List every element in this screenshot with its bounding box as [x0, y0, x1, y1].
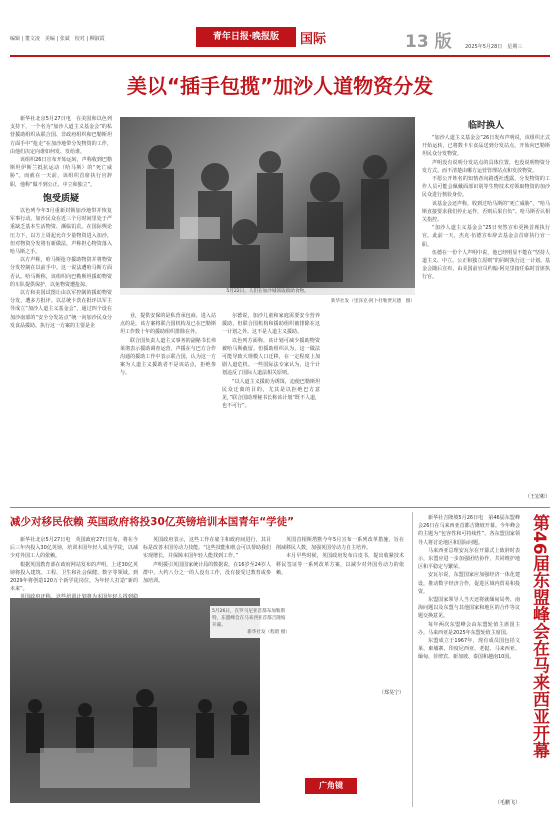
article3-paragraph: 东盟国家领导人当天还将就缅甸局势、南海问题以及东盟与其他国家和地区的合作等议题交换意见。: [418, 597, 520, 620]
article1-paragraph: 以色列今年3月重新封锁加沙地带并恢复军事行动。加沙民众在近三个月时间里处于严重缺乏基本生活物资、濒临饥荒。在国际舆论压力下，以方上周起允许少量物资进入加沙，但对物资分发将有新做法，声称担心物资落入哈马斯之手。: [10, 208, 112, 256]
article1-title: 美以“插手包揽”加沙人道物资分发: [126, 74, 434, 98]
photo-credit: 新华社发（里泽克·阿卜杜勒贾瓦德 摄）: [330, 299, 415, 304]
article2-paragraph: 英国首相斯塔默今年5月宣布一系列改革措施，旨在削减移民人数，加强英国劳动力自主培养。: [276, 537, 404, 552]
article1-column-3: [222, 312, 320, 502]
section-tag: [305, 778, 357, 794]
editors-line: 编辑 | 董文凌 美编 | 张斌 校对 | 柳淑霞: [10, 36, 105, 42]
section-label: 国际: [300, 32, 327, 47]
subheading-doubts: 饱受质疑: [42, 193, 79, 204]
article2-paragraph: 根据英国教育部在政府网站发布的声明，上述30亿英镑将投入建筑、工程、卫生和社会保健、数字等领域。到2029年将创造120万个新学徒岗位，为年轻人打造“新的未来”。: [10, 561, 138, 593]
article1-paragraph: 伍德在一份个人声明中说，他已经明显不能在“坚持人道主义、中立、公正和独立原则”的同时执行这一计划。基金会随后宣布，由美国前官员约翰·阿克里接任临时首席执行官。: [422, 249, 550, 281]
crowd-figures: [120, 117, 415, 295]
article3-paragraph: 马来西亚总理安瓦尔在开幕式上致辞时表示，东盟应进一步加强团结协作，共同维护地区和平稳定与繁荣。: [418, 547, 520, 571]
section-tag-label: 广角镜: [319, 781, 343, 790]
article-divider: [10, 507, 550, 508]
article1-paragraph: “以人道主义援助为诱饵，迫使巴勒斯坦民众迁离的目的，尤其是以拒绝巴方意见，”联合国助理秘书长称该计划“既不人道，也不可行”。: [222, 378, 320, 410]
photo2-credit: 新华社发（程昭 摄）: [247, 630, 290, 635]
article3-paragraph: 每年两次东盟峰会由东盟轮值主席国主办。马来西亚是2025年东盟轮值主席国。: [418, 621, 520, 636]
article1-paragraph: “加沙人道主义基金会”26日发布声明说，该组织正式开始运转，已将数卡车食品送到分发站点，开始向巴勒斯坦民众分发物资。: [422, 135, 550, 158]
article2-byline: （郑昊宁）: [378, 690, 404, 696]
issue-date: 2025年5月28日 星期三: [465, 44, 523, 50]
article3-body: [418, 514, 520, 808]
article1-column-4: [422, 134, 550, 494]
page-number: 13 版: [405, 32, 452, 52]
article3-byline: （毛鹏飞）: [494, 800, 520, 806]
article1-column-1: [10, 115, 112, 505]
subheading-leadership-change: 临时换人: [467, 121, 504, 131]
article1-paragraph: 尔德说，加沙儿童和家庭需要安全营养援助，但联合国机构和援助组织被排除在这一计划之外。这不是人道主义援助。: [222, 313, 320, 336]
photo2-caption-text: 5月26日，在罗马尼亚首都布加勒斯特，东盟峰会在马来西亚首都吉隆坡开幕。: [212, 609, 286, 628]
article2-column-3: [276, 536, 404, 688]
article3-vertical-title: 第46届东盟峰会在马来西亚开幕: [529, 514, 549, 759]
article1-byline: （王宏彬）: [524, 494, 550, 500]
article2-paragraph: 本月早些时候，英国政府发布白皮书，提出收紧技术移民签证等一系列改革方案，以减少对外国劳动力的依赖。: [276, 553, 404, 576]
article3-paragraph: 东盟成立于1967年，现有成员国包括文莱、柬埔寨、印度尼西亚、老挝、马来西亚、缅甸、菲律宾、新加坡、泰国和越南10国。: [418, 638, 520, 661]
brand-name: 青年日报·晚报版: [212, 32, 280, 42]
article1-paragraph: “加沙人道主义基金会”25日突然宣布更换首席执行官。此前一天，杰克·伍德宣布辞去基金会首席执行官一职。: [422, 225, 550, 248]
article2-paragraph: 英国政府表示，这些工作在雇主和政府间进行，其目标是改善本国劳动力技能。“这些技能和机会可以帮助我们实现增长，并保障本国年轻人能找到工作。”: [143, 537, 271, 560]
article2-paragraph: 新华社北京5月27日电 英国政府27日宣布，将在今后三年内投入30亿英镑，培训本国年轻人成为学徒，以减少对外国工人的依赖。: [10, 537, 138, 560]
article1-paragraph: 不愿公开姓名的知情者向路透社透露，分发物资的工作人员可能会佩戴面部识别等生物技术对领取物资的加沙民众进行核验身份。: [422, 176, 550, 199]
article2-title: 减少对移民依赖 英国政府将投30亿英镑培训本国青年“学徒”: [10, 516, 295, 528]
column-divider: [412, 512, 413, 807]
photo2-caption: [210, 606, 292, 638]
header-rule: [10, 55, 550, 57]
article1-paragraph: 新华社北京5月27日电 在美国和以色列支持下，一个名为“加沙人道主义基金会”的私营援助组织从联合国、非政府组织和巴勒斯坦方面手中“抢走”在加沙地带分发物资的工作，由他们决定向谁如何发、发给谁。: [10, 116, 112, 155]
article1-paragraph: 该基金会还声称，收到过哈马斯的“死亡威胁”，“哈马斯直接要求我们停止运作，否则后果自负”。哈马斯否认相关指控。: [422, 200, 550, 224]
article1-paragraph: 以色列方面称，该计划可减少援助物资被哈马斯截留。但援助组织认为，这一做法可能导致大规模人口迁移，在一定程度上加剧人道危机。一些国际法专家认为，这个计划违反了国际人道法相关原则。: [222, 337, 320, 377]
article1-paragraph: 声明没有说明分发站点的具体位置，也没说明物资分发方式。而不清楚由哪方运营管理站点和发放物资。: [422, 159, 550, 174]
article1-paragraph: 该组织26日宣布开始运转，声称收到巴勒斯坦伊斯兰抵抗运动（哈马斯）的“死亡威胁”。而就在一天前，该组织首席执行官辞职，他称“做不到公正、中立和独立”。: [10, 157, 112, 188]
article1-column-2: [120, 312, 216, 502]
brand-masthead: [196, 27, 296, 47]
gaza-food-photo: [120, 117, 415, 295]
article1-paragraph: 以方声称，哈马斯抢夺援助物资并将物资分发控制在以前手中。这一说法遭哈马斯方面否认。哈马斯称，该组织向巴勒斯坦援助物资的车队提供保护，以免物资遭抢掠。: [10, 257, 112, 288]
article2-paragraph: 声明援引英国国家统计局的数据说，在16岁至24岁人群中，大约八分之一的人没有工作，没有接受过教育或参加培训。: [143, 561, 271, 585]
article3-paragraph: 新华社吉隆坡5月26日电 第46届东盟峰会26日在马来西亚首都吉隆坡开幕。今年峰会的主题为“包容性和可持续性”。各东盟国家领导人将讨论地区和国际问题。: [418, 515, 520, 546]
article1-paragraph: 联合国负责人道主义事务的副秘书长弗莱彻表示援助调查运营，声援在与巴方合作沟通的援助工作中表示联合国，认为这一方案为人道主义援助者不是该站点，拒绝参与。: [120, 337, 216, 377]
article1-paragraph: 以方和美国试图让由以军控制的援助物资分发，遭多方批评。以总统卡茨在批评以军主导成立“加沙人道主义基金会”，通过四个设在加沙南部的“安全分发站点”统一向加沙民众分发食品援助。执行这一方案的主要是企: [10, 290, 112, 329]
article3-paragraph: 安瓦尔说，东盟国家应加强经济一体化建设，推动数字经济合作，促进区域内贸易和投资。: [418, 572, 520, 595]
photo-caption: 5月22日，人们在加沙城领取救助食物。: [120, 288, 415, 295]
article1-paragraph: 业，提供安保的是私营承包商。进入站点的是，该方案将联合国机构及已在巴勒斯坦工作数十年的援助组织排除在外。: [120, 313, 216, 336]
